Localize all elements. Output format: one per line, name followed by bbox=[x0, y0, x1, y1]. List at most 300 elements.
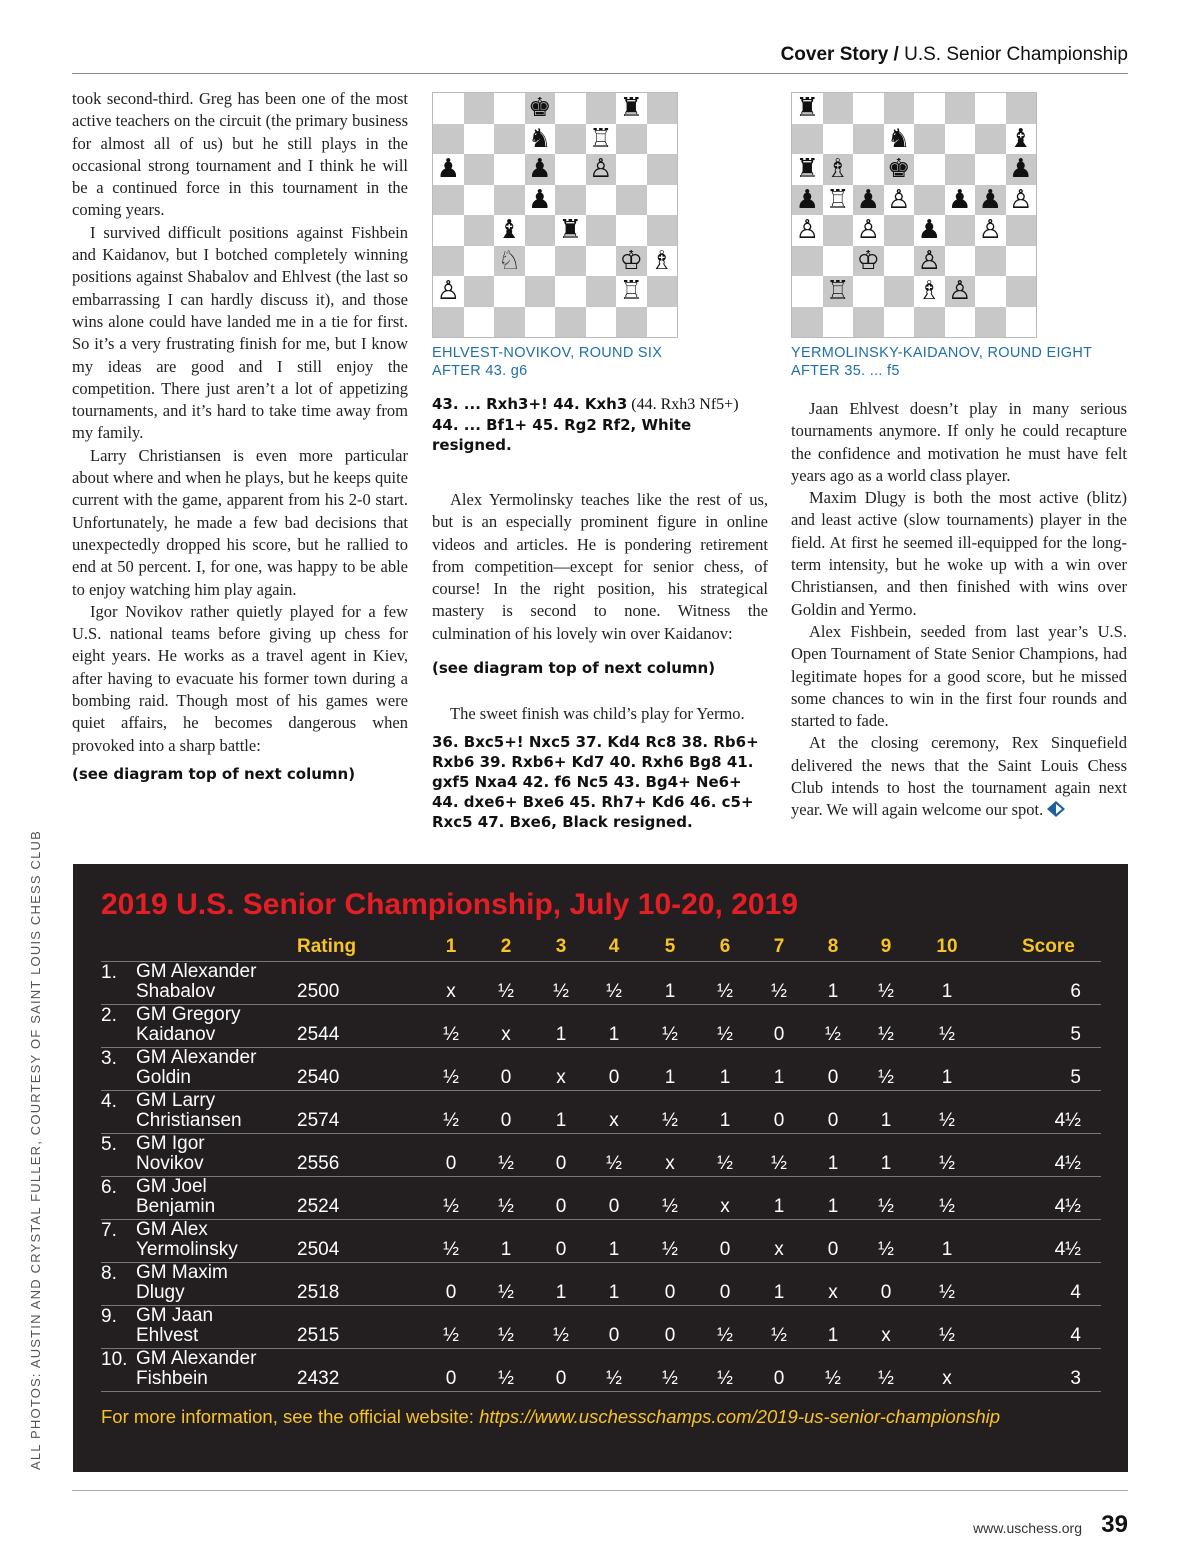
player-name-last: Goldin bbox=[136, 1067, 191, 1088]
see-diagram-note: (see diagram top of next column) bbox=[72, 764, 356, 783]
chess-piece-square: ♘ bbox=[494, 246, 525, 277]
chess-piece-square: ♟ bbox=[1006, 154, 1037, 185]
round-result: 0 bbox=[773, 1368, 785, 1389]
board-square bbox=[555, 307, 586, 338]
board-square bbox=[464, 154, 495, 185]
player-name-last: Dlugy bbox=[136, 1282, 185, 1303]
table-row bbox=[101, 1306, 1101, 1349]
moves-part: 43. ... Rxh3+! 44. Kxh3 bbox=[432, 395, 628, 413]
player-rank: 8. bbox=[101, 1263, 117, 1284]
board-square bbox=[792, 124, 823, 155]
round-result: 0 bbox=[719, 1282, 731, 1303]
board-square bbox=[884, 246, 915, 277]
board-square bbox=[945, 246, 976, 277]
chess-piece-square: ♗ bbox=[914, 276, 945, 307]
crosstable-header-row bbox=[101, 936, 1101, 962]
player-score: 5 bbox=[1070, 1067, 1081, 1088]
chess-piece-square: ♙ bbox=[792, 215, 823, 246]
board-square bbox=[823, 307, 854, 338]
player-score: 4 bbox=[1070, 1325, 1081, 1346]
round-result: ½ bbox=[878, 1024, 894, 1045]
player-rating: 2556 bbox=[297, 1153, 340, 1174]
page-number: 39 bbox=[1101, 1511, 1128, 1538]
diagram-caption bbox=[432, 344, 768, 380]
header-round: 8 bbox=[827, 936, 839, 957]
moves-part: 44. ... Bf1+ 45. Rg2 Rf2, White resigned. bbox=[432, 416, 692, 454]
round-result: ½ bbox=[553, 981, 569, 1002]
chess-diagram-yermolinsky-kaidanov bbox=[791, 92, 1037, 338]
paragraph: Larry Christiansen is even more particular about where and when he plays, but he keeps quite current with the game, apparent from his 2-0 start. Unfortunately, he made a few bad decisions that unexpectedly dropped his score, but he rallied to end at 50 percent. I, for one, was happy to be able to enjoy watching him play again. bbox=[72, 445, 408, 599]
uschess-end-mark-icon bbox=[1047, 801, 1065, 817]
board-square bbox=[586, 276, 617, 307]
chess-piece-square: ♖ bbox=[823, 276, 854, 307]
board-square bbox=[555, 185, 586, 216]
chess-piece-square: ♞ bbox=[525, 124, 556, 155]
chess-piece-square: ♚ bbox=[525, 93, 556, 124]
table-row bbox=[101, 1263, 1101, 1306]
board-square bbox=[433, 307, 464, 338]
round-result: ½ bbox=[717, 1024, 733, 1045]
website-link[interactable]: https://www.uschesschamps.com/2019-us-senior-championship bbox=[479, 1406, 1001, 1427]
board-square bbox=[647, 93, 678, 124]
board-square bbox=[464, 185, 495, 216]
board-square bbox=[555, 154, 586, 185]
chess-piece-square: ♜ bbox=[555, 215, 586, 246]
board-square bbox=[433, 93, 464, 124]
chess-piece-square: ♚ bbox=[884, 154, 915, 185]
round-result: ½ bbox=[771, 1153, 787, 1174]
round-result: 1 bbox=[827, 1325, 839, 1346]
round-result: ½ bbox=[878, 981, 894, 1002]
paragraph bbox=[791, 732, 1127, 821]
round-result: 0 bbox=[719, 1239, 731, 1260]
article-column-2 bbox=[432, 92, 768, 832]
round-result: x bbox=[774, 1239, 784, 1260]
crosstable-panel bbox=[73, 864, 1128, 1472]
round-result: ½ bbox=[717, 1325, 733, 1346]
round-result: 0 bbox=[664, 1325, 676, 1346]
player-score: 5 bbox=[1070, 1024, 1081, 1045]
round-result: ½ bbox=[878, 1239, 894, 1260]
round-result: 0 bbox=[500, 1067, 512, 1088]
player-score: 4½ bbox=[1054, 1239, 1081, 1260]
player-name-last: Shabalov bbox=[136, 981, 216, 1002]
board-square bbox=[1006, 246, 1037, 277]
board-square bbox=[586, 215, 617, 246]
chess-piece-square: ♙ bbox=[945, 276, 976, 307]
round-result: ½ bbox=[939, 1282, 955, 1303]
chess-piece-square: ♟ bbox=[853, 185, 884, 216]
board-square bbox=[586, 307, 617, 338]
round-result: 0 bbox=[827, 1239, 839, 1260]
paragraph: Maxim Dlugy is both the most active (blitz) and least active (slow tournaments) player in the field. At first he seemed ill-equipped for the long-term intensity, but he woke up with a win over Christiansen, and then finished with wins over Goldin and Yermo. bbox=[791, 488, 1127, 619]
player-name-first: GM Gregory bbox=[136, 1004, 241, 1025]
board-square bbox=[1006, 276, 1037, 307]
round-result: 0 bbox=[555, 1239, 567, 1260]
board-square bbox=[1006, 215, 1037, 246]
player-rank: 1. bbox=[101, 962, 117, 983]
player-score: 4 bbox=[1070, 1282, 1081, 1303]
closing-text: At the closing ceremony, Rex Sinquefield delivered the news that the Saint Louis Chess Club intends to host the tournament again next year. We will again welcome our spot. bbox=[791, 733, 1127, 820]
chess-piece-square: ♜ bbox=[792, 154, 823, 185]
board-square bbox=[945, 93, 976, 124]
round-result: ½ bbox=[443, 1239, 459, 1260]
player-name-last: Yermolinsky bbox=[136, 1239, 238, 1260]
board-square bbox=[555, 124, 586, 155]
player-rank: 4. bbox=[101, 1091, 117, 1112]
game-moves: 36. Bxc5+! Nxc5 37. Kd4 Rc8 38. Rb6+ Rxb6 39. Rxb6+ Kd7 40. Rxh6 Bg8 41. gxf5 Nxa4 42. f6 Nc5 43. Bg4+ Ne6+ 44. dxe6+ Bxe6 45. Rh7+ Kd6 46. c5+ Rxc5 47. Bxe6, Black resigned. bbox=[432, 732, 759, 831]
board-square bbox=[433, 215, 464, 246]
round-result: ½ bbox=[878, 1067, 894, 1088]
round-result: 1 bbox=[827, 1153, 839, 1174]
board-square bbox=[914, 93, 945, 124]
round-result: 1 bbox=[555, 1024, 567, 1045]
board-square bbox=[647, 154, 678, 185]
round-result: ½ bbox=[878, 1368, 894, 1389]
chess-piece-square: ♗ bbox=[647, 246, 678, 277]
board-square bbox=[1006, 307, 1037, 338]
chess-piece-square: ♖ bbox=[616, 276, 647, 307]
header-round: 10 bbox=[936, 936, 958, 957]
chess-piece-square: ♟ bbox=[525, 185, 556, 216]
board-square bbox=[853, 93, 884, 124]
board-square bbox=[884, 93, 915, 124]
paragraph: The sweet finish was child’s play for Yermo. bbox=[450, 704, 745, 724]
round-result: 0 bbox=[664, 1282, 676, 1303]
round-result: ½ bbox=[443, 1067, 459, 1088]
board-square bbox=[975, 276, 1006, 307]
round-result: ½ bbox=[498, 1153, 514, 1174]
round-result: ½ bbox=[606, 1368, 622, 1389]
round-result: 1 bbox=[941, 1239, 953, 1260]
round-result: 1 bbox=[555, 1110, 567, 1131]
round-result: x bbox=[501, 1024, 511, 1045]
round-result: 1 bbox=[664, 1067, 676, 1088]
player-rating: 2524 bbox=[297, 1196, 340, 1217]
round-result: 0 bbox=[555, 1153, 567, 1174]
round-result: ½ bbox=[443, 1325, 459, 1346]
board-square bbox=[494, 154, 525, 185]
board-square bbox=[464, 276, 495, 307]
round-result: 1 bbox=[880, 1110, 892, 1131]
round-result: 0 bbox=[880, 1282, 892, 1303]
board-square bbox=[494, 307, 525, 338]
board-square bbox=[884, 276, 915, 307]
board-square bbox=[1006, 93, 1037, 124]
round-result: 1 bbox=[608, 1024, 620, 1045]
board-square bbox=[914, 124, 945, 155]
board-square bbox=[586, 246, 617, 277]
board-square bbox=[494, 93, 525, 124]
header-round: 4 bbox=[608, 936, 620, 957]
board-square bbox=[914, 154, 945, 185]
player-name-last: Benjamin bbox=[136, 1196, 216, 1217]
player-name-last: Novikov bbox=[136, 1153, 204, 1174]
player-rank: 10. bbox=[101, 1349, 128, 1370]
player-name-first: GM Alex bbox=[136, 1219, 208, 1240]
player-rating: 2518 bbox=[297, 1282, 340, 1303]
round-result: ½ bbox=[939, 1153, 955, 1174]
round-result: ½ bbox=[443, 1196, 459, 1217]
paragraph: took second-third. Greg has been one of the most active teachers on the circuit (the primary business for almost all of us) but he still plays in the occasional strong tournament and I think he will be a continued force in this tournament in the coming years. bbox=[72, 89, 408, 220]
chess-piece-square: ♟ bbox=[975, 185, 1006, 216]
board-square bbox=[975, 93, 1006, 124]
player-name-first: GM Larry bbox=[136, 1090, 216, 1111]
board-square bbox=[792, 276, 823, 307]
round-result: 1 bbox=[773, 1196, 785, 1217]
board-square bbox=[975, 307, 1006, 338]
board-square bbox=[525, 246, 556, 277]
board-square bbox=[914, 307, 945, 338]
board-square bbox=[975, 246, 1006, 277]
round-result: ½ bbox=[825, 1024, 841, 1045]
round-result: ½ bbox=[498, 1368, 514, 1389]
round-result: 1 bbox=[880, 1153, 892, 1174]
header-round: 1 bbox=[445, 936, 457, 957]
table-row bbox=[101, 1220, 1101, 1263]
round-result: ½ bbox=[662, 1024, 678, 1045]
round-result: x bbox=[828, 1282, 838, 1303]
player-score: 6 bbox=[1070, 981, 1081, 1002]
round-result: ½ bbox=[498, 1196, 514, 1217]
chess-piece-square: ♜ bbox=[616, 93, 647, 124]
board-square bbox=[945, 124, 976, 155]
board-square bbox=[792, 307, 823, 338]
board-square bbox=[616, 215, 647, 246]
board-square bbox=[555, 276, 586, 307]
player-name-first: GM Maxim bbox=[136, 1262, 228, 1283]
moves-variation: (44. Rxh3 Nf5+) bbox=[627, 396, 739, 413]
round-result: x bbox=[665, 1153, 675, 1174]
crosstable-title: 2019 U.S. Senior Championship, July 10-20, 2019 bbox=[101, 888, 798, 921]
player-rating: 2504 bbox=[297, 1239, 340, 1260]
chess-piece-square: ♝ bbox=[494, 215, 525, 246]
board-square bbox=[525, 307, 556, 338]
player-rank: 2. bbox=[101, 1005, 117, 1026]
round-result: x bbox=[720, 1196, 730, 1217]
round-result: 1 bbox=[555, 1282, 567, 1303]
round-result: 0 bbox=[773, 1024, 785, 1045]
board-square bbox=[494, 124, 525, 155]
board-square bbox=[647, 276, 678, 307]
chess-piece-square: ♟ bbox=[914, 215, 945, 246]
chess-piece-square: ♙ bbox=[975, 215, 1006, 246]
article-column-3 bbox=[791, 92, 1127, 822]
chess-piece-square: ♔ bbox=[616, 246, 647, 277]
round-result: ½ bbox=[878, 1196, 894, 1217]
round-result: ½ bbox=[553, 1325, 569, 1346]
board-square bbox=[616, 185, 647, 216]
round-result: 0 bbox=[608, 1067, 620, 1088]
board-square bbox=[555, 93, 586, 124]
player-name-first: GM Alexander bbox=[136, 1348, 257, 1369]
board-square bbox=[464, 246, 495, 277]
board-square bbox=[433, 246, 464, 277]
player-rank: 5. bbox=[101, 1134, 117, 1155]
player-rank: 7. bbox=[101, 1220, 117, 1241]
website-footer: www.uschess.org bbox=[973, 1520, 1082, 1536]
round-result: 1 bbox=[500, 1239, 512, 1260]
board-square bbox=[586, 185, 617, 216]
round-result: 1 bbox=[827, 1196, 839, 1217]
player-name-last: Fishbein bbox=[136, 1368, 208, 1389]
chess-piece-square: ♟ bbox=[433, 154, 464, 185]
player-rating: 2432 bbox=[297, 1368, 340, 1389]
board-square bbox=[823, 246, 854, 277]
see-diagram-note: (see diagram top of next column) bbox=[432, 659, 716, 678]
board-square bbox=[464, 307, 495, 338]
header-round: 6 bbox=[719, 936, 731, 957]
player-name-last: Ehlvest bbox=[136, 1325, 199, 1346]
board-square bbox=[792, 246, 823, 277]
board-square bbox=[616, 154, 647, 185]
board-square bbox=[823, 215, 854, 246]
player-name-first: GM Igor bbox=[136, 1133, 205, 1154]
header-separator: / bbox=[888, 44, 905, 65]
board-square bbox=[853, 124, 884, 155]
round-result: ½ bbox=[717, 981, 733, 1002]
round-result: ½ bbox=[771, 981, 787, 1002]
player-score: 3 bbox=[1070, 1368, 1081, 1389]
header-round: 7 bbox=[773, 936, 785, 957]
diagram-caption-title: YERMOLINSKY-KAIDANOV, ROUND EIGHT bbox=[791, 345, 1093, 361]
round-result: ½ bbox=[662, 1196, 678, 1217]
round-result: ½ bbox=[662, 1239, 678, 1260]
board-square bbox=[464, 93, 495, 124]
board-square bbox=[914, 185, 945, 216]
chess-piece-square: ♖ bbox=[823, 185, 854, 216]
board-square bbox=[823, 124, 854, 155]
round-result: x bbox=[881, 1325, 891, 1346]
chess-piece-square: ♙ bbox=[884, 185, 915, 216]
round-result: ½ bbox=[662, 1368, 678, 1389]
table-row bbox=[101, 962, 1101, 1005]
round-result: x bbox=[942, 1368, 952, 1389]
board-square bbox=[975, 124, 1006, 155]
round-result: 1 bbox=[608, 1282, 620, 1303]
round-result: 1 bbox=[773, 1282, 785, 1303]
round-result: ½ bbox=[443, 1110, 459, 1131]
player-score: 4½ bbox=[1054, 1110, 1081, 1131]
round-result: 0 bbox=[608, 1325, 620, 1346]
header-round: 3 bbox=[555, 936, 567, 957]
chess-diagram-ehlvest-novikov bbox=[432, 92, 678, 338]
table-row bbox=[101, 1177, 1101, 1220]
round-result: 0 bbox=[445, 1282, 457, 1303]
paragraph: Jaan Ehlvest doesn’t play in many serious tournaments anymore. If only he could recapture the confidence and motivation he must have felt years ago as a world class player. bbox=[791, 399, 1127, 485]
chess-piece-square: ♗ bbox=[823, 154, 854, 185]
table-row bbox=[101, 1048, 1101, 1091]
round-result: ½ bbox=[717, 1368, 733, 1389]
diagram-caption-position: AFTER 35. ... f5 bbox=[791, 363, 900, 379]
chess-piece-square: ♖ bbox=[586, 124, 617, 155]
player-rating: 2515 bbox=[297, 1325, 340, 1346]
diagram-caption-position: AFTER 43. g6 bbox=[432, 363, 528, 379]
header-score: Score bbox=[1022, 936, 1075, 957]
round-result: ½ bbox=[939, 1110, 955, 1131]
article-column-1 bbox=[72, 88, 408, 785]
round-result: 0 bbox=[608, 1196, 620, 1217]
player-name-first: GM Jaan bbox=[136, 1305, 214, 1326]
round-result: 1 bbox=[664, 981, 676, 1002]
player-rank: 9. bbox=[101, 1306, 117, 1327]
board-square bbox=[975, 154, 1006, 185]
player-rating: 2500 bbox=[297, 981, 340, 1002]
board-square bbox=[945, 307, 976, 338]
round-result: 0 bbox=[827, 1110, 839, 1131]
round-result: 0 bbox=[500, 1110, 512, 1131]
round-result: 1 bbox=[827, 981, 839, 1002]
player-rating: 2540 bbox=[297, 1067, 340, 1088]
diagram-caption bbox=[791, 344, 1127, 380]
header-round: 5 bbox=[664, 936, 676, 957]
chess-piece-square: ♙ bbox=[586, 154, 617, 185]
footer-divider bbox=[72, 1490, 1128, 1491]
paragraph: Alex Yermolinsky teaches like the rest of us, but is an especially prominent figure in online videos and articles. He is pondering retirement from competition—except for senior chess, of course! In the right position, his strategical mastery is second to none. Witness the culmination of his lovely win over Kaidanov: bbox=[432, 490, 768, 643]
round-result: 1 bbox=[608, 1239, 620, 1260]
round-result: ½ bbox=[606, 1153, 622, 1174]
header-round: 9 bbox=[880, 936, 892, 957]
player-name-first: GM Alexander bbox=[136, 1047, 257, 1068]
round-result: x bbox=[446, 981, 456, 1002]
chess-piece-square: ♜ bbox=[792, 93, 823, 124]
chess-piece-square: ♟ bbox=[945, 185, 976, 216]
round-result: ½ bbox=[498, 1282, 514, 1303]
header-round: 2 bbox=[500, 936, 512, 957]
player-rating: 2544 bbox=[297, 1024, 340, 1045]
round-result: 1 bbox=[941, 981, 953, 1002]
paragraph: Igor Novikov rather quietly played for a few U.S. national teams before giving up chess for eight years. He works as a travel agent in Kiev, after having to evacuate his former town during a bombing raid. Though most of his games were quiet affairs, he becomes dangerous when provoked into a sharp battle: bbox=[72, 601, 408, 755]
website-note bbox=[101, 1406, 1000, 1428]
round-result: ½ bbox=[939, 1196, 955, 1217]
round-result: x bbox=[609, 1110, 619, 1131]
board-square bbox=[494, 276, 525, 307]
round-result: 0 bbox=[555, 1196, 567, 1217]
board-square bbox=[494, 185, 525, 216]
website-note-text: For more information, see the official website: bbox=[101, 1406, 480, 1427]
round-result: 0 bbox=[555, 1368, 567, 1389]
round-result: 1 bbox=[719, 1110, 731, 1131]
board-square bbox=[945, 215, 976, 246]
player-name-last: Christiansen bbox=[136, 1110, 242, 1131]
board-square bbox=[525, 215, 556, 246]
player-rank: 3. bbox=[101, 1048, 117, 1069]
table-row bbox=[101, 1091, 1101, 1134]
photo-credit: ALL PHOTOS: AUSTIN AND CRYSTAL FULLER, COURTESY OF SAINT LOUIS CHESS CLUB bbox=[28, 829, 43, 1470]
player-rank: 6. bbox=[101, 1177, 117, 1198]
chess-piece-square: ♟ bbox=[525, 154, 556, 185]
round-result: 0 bbox=[445, 1153, 457, 1174]
board-square bbox=[616, 307, 647, 338]
board-square bbox=[433, 185, 464, 216]
chess-piece-square: ♙ bbox=[914, 246, 945, 277]
round-result: ½ bbox=[939, 1325, 955, 1346]
table-row bbox=[101, 1005, 1101, 1048]
round-result: 0 bbox=[445, 1368, 457, 1389]
round-result: 1 bbox=[773, 1067, 785, 1088]
chess-piece-square: ♙ bbox=[433, 276, 464, 307]
paragraph: I survived difficult positions against Fishbein and Kaidanov, but I botched completely winning positions against Shabalov and Ehlvest (the last so embarrassing I can hardly discuss it), and those wins alone could have landed me in a tie for first. So it’s a very frustrating finish for me, but I know my ideas are good and I still enjoy the competition. There just aren’t a lot of appetizing tournaments, and it’s hard to take time away from my family. bbox=[72, 222, 408, 443]
board-square bbox=[853, 276, 884, 307]
player-name-first: GM Alexander bbox=[136, 961, 257, 982]
round-result: ½ bbox=[498, 981, 514, 1002]
chess-piece-square: ♞ bbox=[884, 124, 915, 155]
round-result: ½ bbox=[662, 1110, 678, 1131]
section-label: Cover Story bbox=[780, 44, 889, 65]
round-result: 0 bbox=[827, 1067, 839, 1088]
board-square bbox=[525, 276, 556, 307]
chess-piece-square: ♙ bbox=[1006, 185, 1037, 216]
